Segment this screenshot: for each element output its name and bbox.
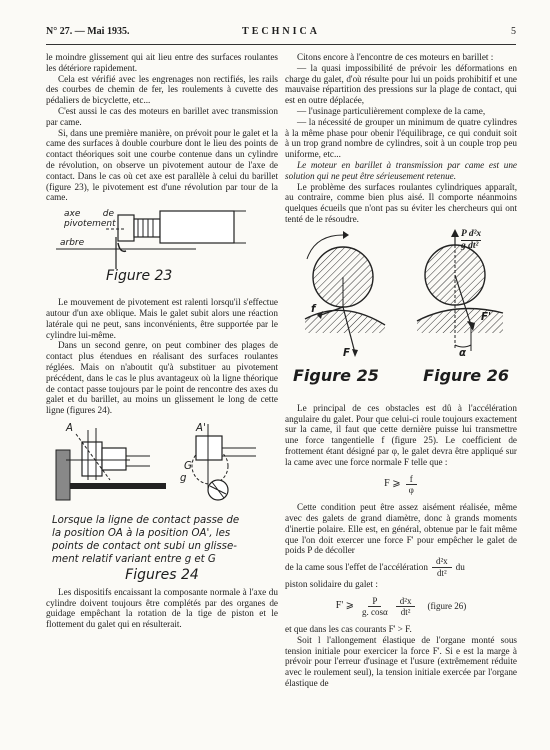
- page-number: 5: [511, 26, 516, 37]
- figure-23-caption: Figure 23: [106, 268, 173, 285]
- paragraph: — l'usinage particulièrement complexe de la came,: [297, 105, 486, 116]
- paragraph: Le mouvement de pivotement est ralenti lorsqu'il s'effectue autour d'un axe oblique. Mais le galet subit alors une réaction latérale qui ne peut, sans inconvénients, être supportée par le cylindre lui-même.: [46, 297, 278, 340]
- paragraph: [285, 556, 517, 579]
- fig26-formula: [461, 229, 481, 252]
- note-line: la position OA à la position OA', les: [52, 527, 231, 539]
- note-line: Lorsque la ligne de contact passe de: [52, 514, 240, 526]
- paragraph: Le problème des surfaces roulantes cylindriques apparaît, au contraire, comme bien plus aisé. Il comporte néanmoins quelques écueils que n'ont pas su éviter les chercheurs qui ont tenté de le résoudre.: [285, 181, 517, 224]
- eq2-den: g. cosα: [362, 607, 388, 618]
- eq1-fraction: [405, 474, 418, 497]
- paragraph: — la nécessité de grouper un minimum de quatre cylindres à la même phase pour obenir l'équilibrage, ce qui conduit soit à un trop grand nombre de cylindres, soit à un couple trop peu uniforme, etc...: [285, 116, 517, 160]
- label-alpha: α: [459, 347, 466, 359]
- formula-den: g dt²: [461, 240, 479, 251]
- page-header: [46, 26, 516, 42]
- paragraph: et que dans les cas courants F' > F.: [285, 624, 412, 635]
- paragraph: Si, dans une première manière, on prévoit pour le galet et la came des surfaces à double courbure dont le lieu des points de contact théoriques soit une courbe contenue dans un cylindre de révolution, on observe un pivotement autour de l'axe de contact. Dans le cas où cet axe est parallèle à celui du barillet (figure 23), le pivotement est d'une révolution par tour de la came.: [46, 127, 278, 203]
- eq2-num: P: [368, 596, 381, 608]
- formula-num: P d²x: [461, 228, 482, 239]
- figure-24: [46, 420, 278, 508]
- label-F: F: [343, 347, 350, 359]
- p9-fraction: [432, 556, 452, 579]
- axe-de-pivotement-label: axe de pivotement: [64, 209, 116, 230]
- figure-24-drawing: [46, 420, 278, 508]
- eq2-fraction-1: [358, 596, 392, 619]
- paragraph: Cela est vérifié avec les engrenages non rectifiés, les rails des courbes de chemin de fer, les roulements à cuvette des pédaliers de bicyclette, etc...: [46, 73, 278, 106]
- figures-25-26-drawing: [285, 229, 517, 369]
- figure-24-caption: Figures 24: [125, 566, 199, 583]
- note-line: points de contact ont subi un glisse-: [52, 540, 237, 552]
- arbre-label: arbre: [60, 238, 85, 249]
- journal-title: TECHNICA: [242, 26, 320, 37]
- figure-captions: [285, 365, 517, 385]
- paragraph: Dans un second genre, on peut combiner des plages de contact plus étendues en réalisant des surfaces roulantes réglées. Mais on n'aboutit qu'à substituer au pivotement précédent, dans le cas le plus avantageux où la ligne théorique de contact passe toujours par le point de rencontre des axes du galet et du barillet, au moins un glissement le long de cette ligne (figures 24).: [46, 340, 278, 416]
- header-rule: [46, 44, 516, 45]
- paragraph: Cette condition peut être assez aisément réalisée, même avec des galets de grand diamètre, donc à grands moments d'inertie polaire. Elle est, en général, obtenue par le fait même que l'on doit exercer une force F' pour empêcher le galet de poids P de décoller: [285, 502, 517, 556]
- paragraph: Le moteur en barillet à transmission par came est une solution qui ne peut être sérieusement retenue.: [285, 159, 517, 181]
- p9-num: d²x: [432, 556, 452, 568]
- figure-26-caption: Figure 26: [423, 365, 509, 385]
- equation-2: [285, 596, 517, 619]
- label-f: f: [311, 303, 316, 315]
- paragraph: Le principal de ces obstacles est dû à l'accélération angulaire du galet. Pour que celui-ci roule toujours exactement sur la came, il faut que cette dernière puisse lui transmettre une force tangentielle f (figure 25). Le coefficient de frottement étant désigné par φ, le galet devra être appliqué sur la came avec une force normale F telle que :: [285, 402, 517, 467]
- label-g: g: [180, 472, 187, 484]
- eq2-fraction-2: [396, 596, 416, 619]
- left-column: [46, 52, 278, 630]
- eq2-ref: (figure 26): [427, 601, 467, 612]
- paragraph: le moindre glissement qui ait lieu entre des surfaces roulantes les détériore rapidement.: [46, 52, 278, 73]
- issue-number: N° 27. — Mai 1935.: [46, 26, 130, 37]
- p9-den: dt²: [436, 567, 447, 578]
- paragraph: Citons encore à l'encontre de ces moteurs en barillet :: [297, 52, 494, 62]
- label-G: G: [184, 460, 192, 472]
- equation-1: [285, 474, 517, 497]
- eq2-num2: d²x: [396, 596, 416, 608]
- label-A: A: [66, 422, 73, 434]
- eq1-den: φ: [408, 485, 414, 496]
- figure-23: [46, 207, 278, 291]
- figure-25-caption: Figure 25: [293, 365, 379, 385]
- paragraph: — la quasi impossibilité de prévoir les déformations en charge du galet, d'où résulte pour lui un poids prohibitif et une mauvaise répartition des pressions sur la plage de contact, qui est en outre déplacée,: [285, 62, 517, 106]
- figures-25-26: [285, 229, 517, 397]
- paragraph: piston solidaire du galet :: [285, 578, 378, 589]
- eq2-lhs: F' ⩾: [335, 600, 355, 612]
- right-column: [285, 52, 517, 689]
- eq2-den2: dt²: [400, 607, 411, 618]
- figure-24-note: [46, 514, 278, 566]
- eq1-lhs: F ⩾: [384, 478, 401, 490]
- p9-text-end: du: [455, 562, 465, 572]
- p9-text: de la came sous l'effet de l'accélération: [285, 562, 428, 572]
- eq1-num: f: [406, 474, 417, 486]
- paragraph: Soit l l'allongement élastique de l'organe monté sous tension initiale pour exercicer la force F'. Si e est la marge à prévoir pour l'erreur d'usinage et l'usure (extrêmement réduite avec le roulement seul), la tension initiale exercée par l'organe élastique de: [285, 634, 517, 689]
- paragraph: C'est aussi le cas des moteurs en barillet avec transmission par came.: [46, 105, 278, 127]
- label-A-prime: A': [196, 422, 206, 434]
- label-F-prime: F': [481, 311, 492, 323]
- paragraph: Les dispositifs encaissant la composante normale à l'axe du cylindre doivent toujours être complétés par des organes de guidage empêchant la rotation de la tige de piston et le flottement du galet qui en résulterait.: [46, 586, 278, 630]
- note-line: ment relatif variant entre g et G: [52, 553, 216, 565]
